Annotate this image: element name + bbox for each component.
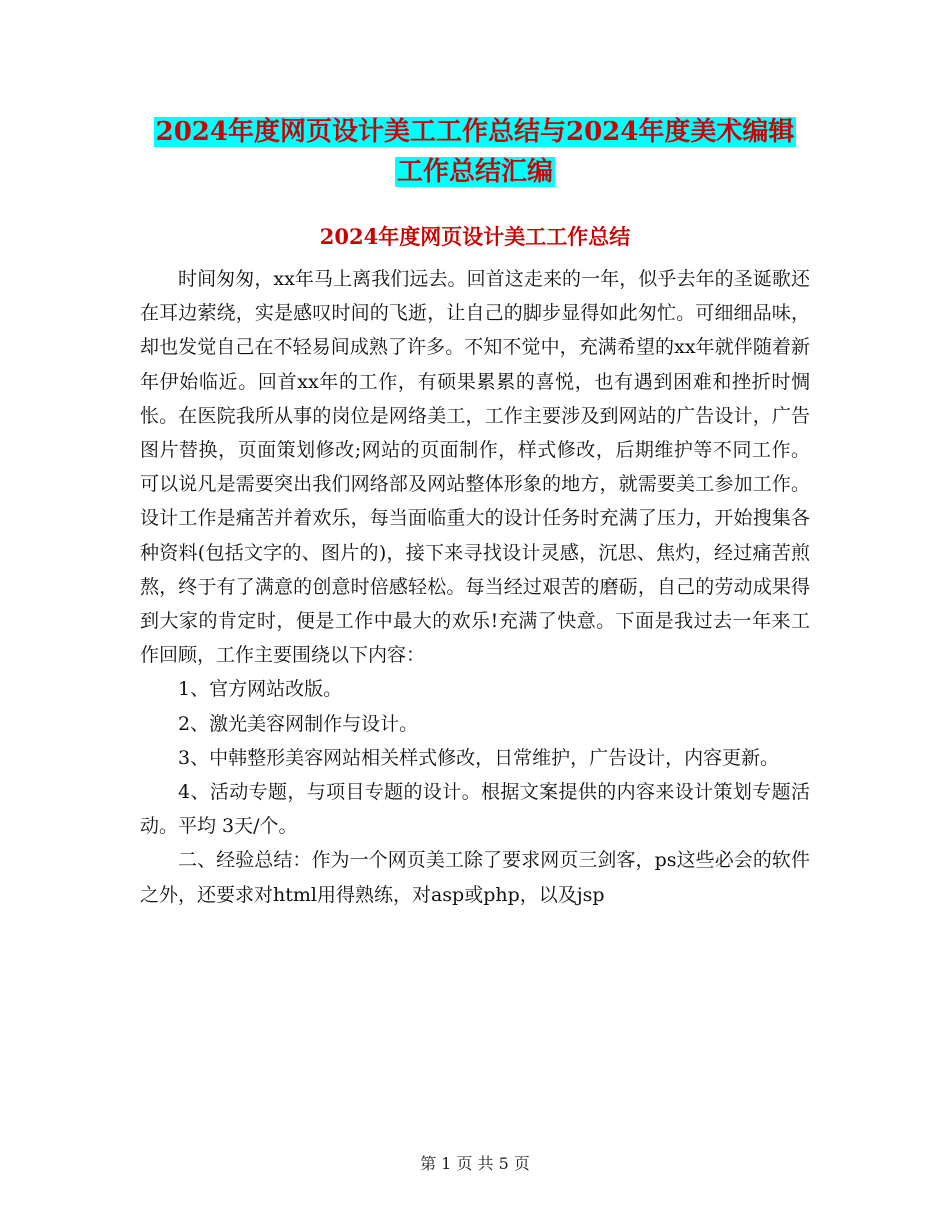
title-line-2: 工作总结汇编	[396, 157, 553, 187]
section-title: 2024年度网页设计美工工作总结	[319, 224, 631, 249]
document-body	[140, 262, 810, 912]
list-item: 3、中韩整形美容网站相关样式修改，日常维护，广告设计，内容更新。	[178, 746, 780, 769]
list-item: 2、激光美容网制作与设计。	[178, 712, 419, 735]
list-item: 4、活动专题，与项目专题的设计。根据文案提供的内容来设计策划专题活动。平均 3天/个。	[140, 781, 810, 838]
page-footer: 第 1 页 共 5 页	[420, 1154, 530, 1173]
paragraph: 时间匆匆，xx年马上离我们远去。回首这走来的一年，似乎去年的圣诞歌还在耳边萦绕，实是感叹时间的飞逝，让自己的脚步显得如此匆忙。可细细品味，却也发觉自己在不轻易间成熟了许多。不知不觉中，充满希望的xx年就伴随着新年伊始临近。回首xx年的工作，有硕果累累的喜悦，也有遇到困难和挫折时惆怅。在医院我所从事的岗位是网络美工，工作主要涉及到网站的广告设计，广告图片替换，页面策划修改;网站的页面制作，样式修改，后期维护等不同工作。可以说凡是需要突出我们网络部及网站整体形象的地方，就需要美工参加工作。设计工作是痛苦并着欢乐，每当面临重大的设计任务时充满了压力，开始搜集各种资料(包括文字的、图片的)，接下来寻找设计灵感，沉思、焦灼，经过痛苦煎熬，终于有了满意的创意时倍感轻松。每当经过艰苦的磨砺，自己的劳动成果得到大家的肯定时，便是工作中最大的欢乐!充满了快意。下面是我过去一年来工作回顾，工作主要围绕以下内容：	[140, 268, 810, 667]
title-line-1: 2024年度网页设计美工工作总结与2024年度美术编辑	[155, 117, 795, 147]
paragraph: 二、经验总结：作为一个网页美工除了要求网页三剑客，ps这些必会的软件之外，还要求对html用得熟练，对asp或php，以及jsp	[140, 849, 810, 906]
list-item: 1、官方网站改版。	[178, 678, 343, 701]
document-title	[140, 112, 810, 192]
